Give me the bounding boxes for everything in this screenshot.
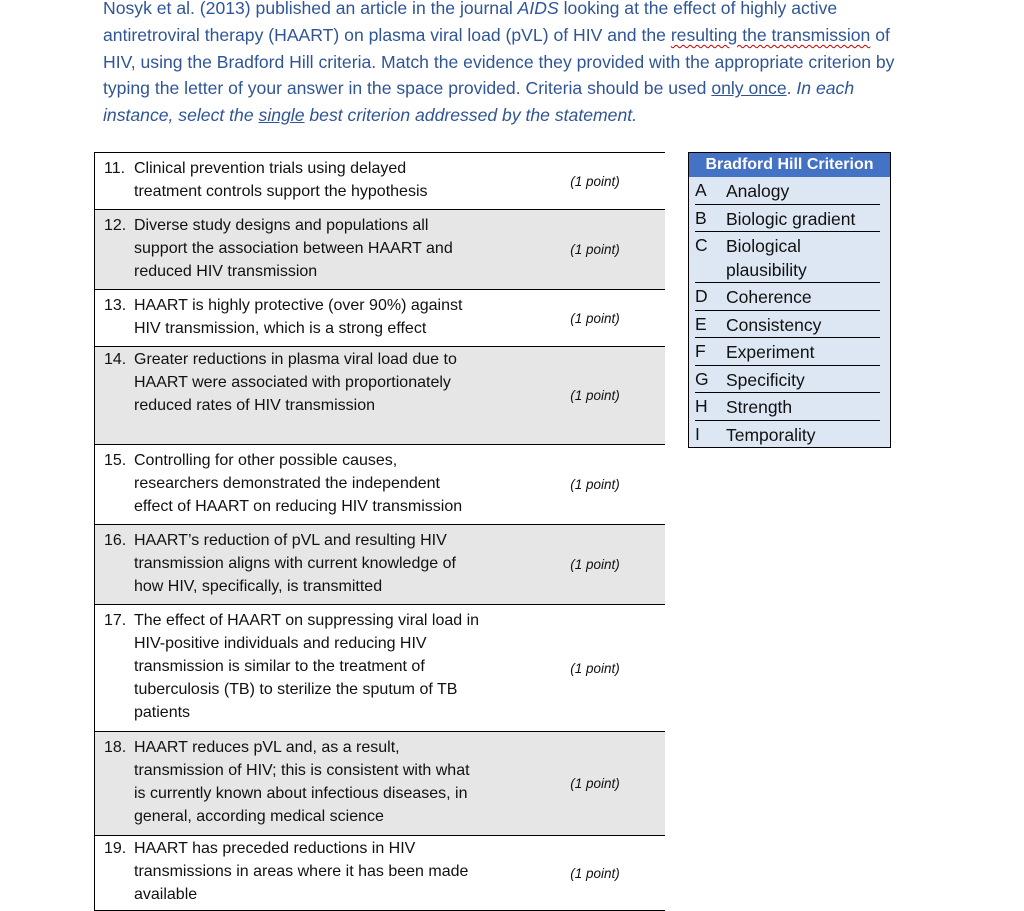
question-number: 12. [104,216,127,234]
criterion-row [695,393,880,421]
question-text: 18. HAART reduces pVL and, as a result, transmission of HIV; this is consistent with what is currently known about infectious diseases, in general, according medical science [95,732,526,836]
criterion-letter: A [695,180,707,200]
question-text: 17. The effect of HAART on suppressing viral load in HIV-positive individuals and reducing HIV transmission is similar to the treatment of tuberculosis (TB) to sterilize the sputum of TB patients [95,605,526,732]
question-row [95,836,666,911]
point-value: (1 point) [570,477,620,492]
criterion-letter: B [695,207,707,228]
question-row [95,605,666,732]
answer-space[interactable] [525,153,665,210]
question-text: 12. Diverse study designs and populations all support the association between HAART and reduced HIV transmission [95,210,526,290]
criterion-letter: D [695,286,708,306]
criterion-row [695,177,880,205]
question-number: 15. [104,451,127,469]
criterion-label: Strength [726,397,793,417]
answer-space[interactable] [525,290,665,347]
question-number: 18. [104,739,127,756]
only-once-underlined: only once [711,78,787,99]
journal-name: AIDS [517,0,559,18]
criterion-label: Experiment [726,342,815,362]
answer-space[interactable] [525,445,665,525]
question-row [95,210,666,290]
question-text: 13. HAART is highly protective (over 90%) against HIV transmission, which is a strong effect [95,290,526,347]
question-number: 11. [104,159,126,177]
criterion-label: Coherence [726,287,812,307]
criterion-row [695,205,880,233]
criterion-letter: H [695,396,708,416]
point-value: (1 point) [570,557,620,572]
point-value: (1 point) [570,242,620,257]
question-number: 13. [104,296,127,314]
question-row [95,732,666,836]
criterion-letter: G [695,368,709,389]
criterion-label: Specificity [726,369,805,390]
criterion-letter: I [695,423,700,444]
answer-space[interactable] [525,836,665,911]
criterion-row [695,421,880,448]
question-row [95,445,666,525]
question-row [95,347,666,445]
question-text: 15. Controlling for other possible causes, researchers demonstrated the independent effect of HAART on reducing HIV transmission [95,445,526,525]
criterion-label: Temporality [726,424,816,445]
answer-space[interactable] [525,210,665,290]
criterion-row [695,283,880,311]
question-text: 14. Greater reductions in plasma viral load due to HAART were associated with proportionately reduced rates of HIV transmission [95,347,526,445]
point-value: (1 point) [570,173,620,189]
criterion-label: Biologic gradient [726,208,856,229]
question-number: 17. [104,612,127,629]
question-row [95,525,666,605]
instructions: Nosyk et al. (2013) published an article in the journal AIDS looking at the effect of highly active antiretroviral therapy (HAART) on plasma viral load (pVL) of HIV and the resulting the transmission of HIV, using the Bradford Hill criteria. Match the evidence they provided with the appropriate criterion by typing the letter of your answer in the space provided. Criteria should be used only once. In each instance, select the single best criterion addressed by the statement. [103,0,895,126]
point-value: (1 point) [570,776,620,791]
question-number: 14. [104,351,127,368]
question-number: 19. [104,840,127,857]
criterion-row [695,311,880,339]
criterion-letter: F [695,341,706,361]
question-number: 16. [104,531,127,549]
question-text: 11. Clinical prevention trials using delayed treatment controls support the hypothesis [95,153,526,210]
bradford-hill-criteria-table [688,152,891,448]
criterion-label: Consistency [726,314,822,335]
criterion-row [695,232,880,283]
criterion-row [695,338,880,366]
questions-table [94,152,665,911]
criterion-letter: E [695,313,707,334]
point-value: (1 point) [570,388,620,403]
answer-space[interactable] [525,347,665,445]
answer-space[interactable] [525,525,665,605]
point-value: (1 point) [570,660,620,676]
criteria-header: Bradford Hill Criterion [689,153,890,177]
question-row [95,153,666,210]
answer-space[interactable] [525,732,665,836]
question-text: 16. HAART’s reduction of pVL and resulting HIV transmission aligns with current knowledge of how HIV, specifically, is transmitted [95,525,526,605]
point-value: (1 point) [570,865,620,881]
point-value: (1 point) [570,310,620,326]
question-row [95,290,666,347]
criterion-row [695,366,880,394]
criterion-label: Biological plausibility [726,236,807,280]
spellcheck-underline: resulting the transmission [670,24,871,45]
single-underlined: single [258,105,305,126]
question-text: 19. HAART has preceded reductions in HIV transmissions in areas where it has been made available [95,836,526,911]
criterion-letter: C [695,235,708,255]
answer-space[interactable] [525,605,665,732]
criterion-label: Analogy [726,181,790,201]
